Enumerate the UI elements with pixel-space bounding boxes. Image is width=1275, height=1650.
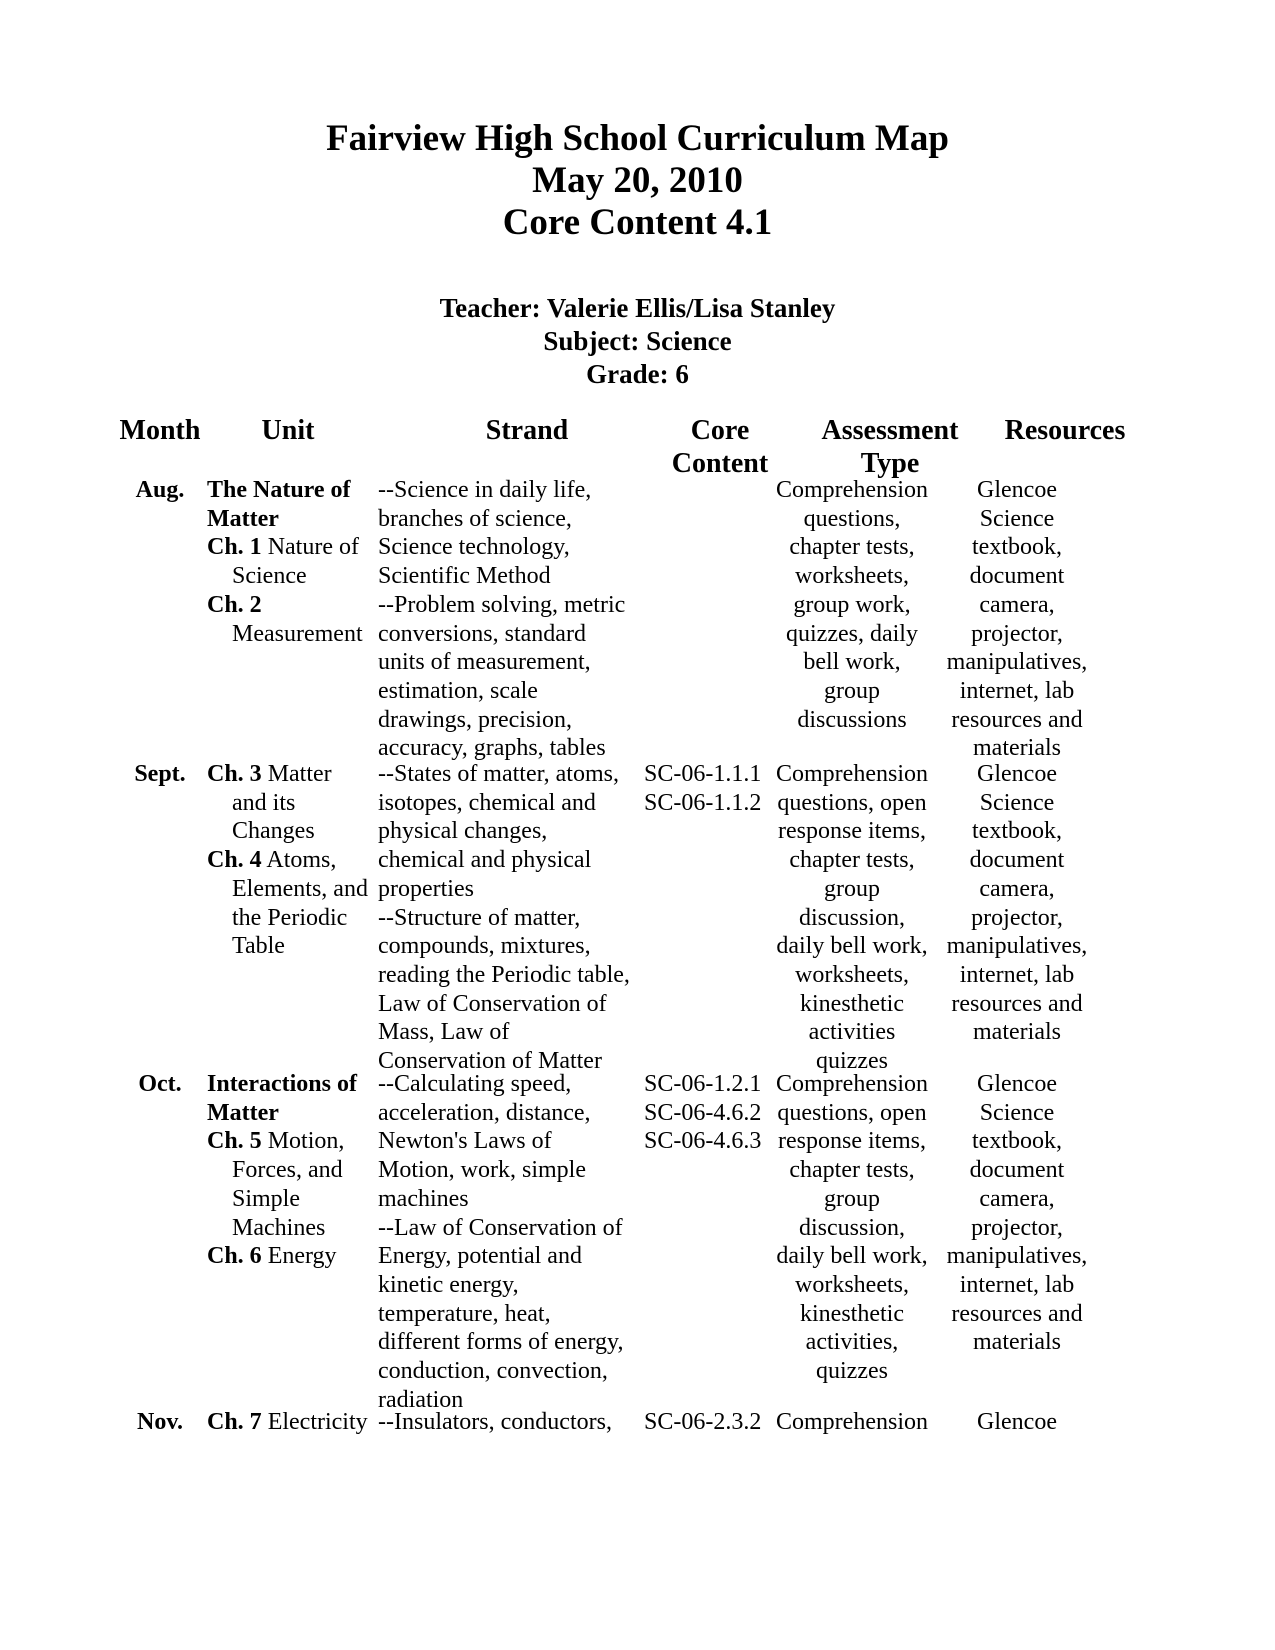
strand-line: Mass, Law of	[378, 1019, 510, 1046]
resources-line: camera,	[979, 875, 1055, 902]
unit-bold-text: Ch. 2	[207, 591, 262, 618]
header-assessment-type	[790, 414, 990, 480]
unit-text: Machines	[232, 1214, 326, 1241]
assessment-line: group	[824, 677, 880, 704]
assessment-line: worksheets,	[795, 961, 909, 988]
unit-text: Electricity	[261, 1409, 368, 1435]
assessment-line: daily bell work,	[776, 1243, 928, 1270]
unit-line	[207, 1185, 357, 1214]
unit-line	[207, 591, 363, 620]
unit-cell	[207, 1070, 357, 1271]
unit-line	[207, 620, 363, 649]
strand-line: reading the Periodic table,	[378, 961, 630, 988]
resources-line: manipulatives,	[946, 1243, 1088, 1270]
header-unit: Unit	[261, 415, 315, 446]
unit-text: Motion,	[261, 1128, 345, 1155]
resources-line: projector,	[971, 620, 1063, 647]
header-month: Month	[119, 415, 201, 446]
strand-line: --Structure of matter,	[378, 904, 581, 931]
assessment-line: chapter tests,	[789, 534, 915, 561]
unit-line	[207, 789, 368, 818]
unit-line	[207, 846, 368, 875]
strand-line: chemical and physical	[378, 847, 592, 874]
resources-line: Glencoe	[977, 1409, 1057, 1435]
unit-line	[207, 760, 368, 789]
strand-line: radiation	[378, 1386, 464, 1413]
resources-line: document	[969, 563, 1065, 590]
strand-line: conduction, convection,	[378, 1358, 608, 1385]
unit-bold-text: Ch. 3	[207, 761, 262, 787]
grade-line: Grade: 6	[586, 359, 689, 389]
unit-cell	[207, 760, 368, 961]
strand-cell	[378, 476, 625, 763]
assessment-line: Comprehension	[776, 477, 928, 503]
unit-text: Forces, and	[232, 1157, 343, 1184]
resources-line: textbook,	[972, 534, 1062, 561]
resources-line: internet, lab	[959, 1271, 1075, 1298]
resources-cell	[942, 1408, 1092, 1437]
assessment-cell	[772, 1408, 932, 1437]
core-content-code: SC-06-1.2.1	[644, 1071, 762, 1097]
assessment-line: bell work,	[803, 649, 901, 676]
core-content-cell	[644, 1070, 761, 1156]
strand-line: kinetic energy,	[378, 1271, 519, 1298]
resources-line: Science	[979, 1099, 1055, 1126]
resources-line: materials	[973, 1019, 1061, 1046]
unit-line	[207, 875, 368, 904]
unit-text: Measurement	[232, 620, 363, 647]
resources-line: Glencoe	[977, 1071, 1057, 1097]
unit-line	[207, 505, 363, 534]
unit-line	[207, 1408, 368, 1437]
resources-line: camera,	[979, 1185, 1055, 1212]
teacher-line: Teacher: Valerie Ellis/Lisa Stanley	[439, 293, 836, 323]
unit-line	[207, 1156, 357, 1185]
subject-line: Subject: Science	[543, 326, 732, 356]
assessment-line: worksheets,	[795, 563, 909, 590]
unit-text: and its	[232, 789, 296, 816]
strand-line: --Science in daily life,	[378, 477, 592, 503]
unit-bold-text: Ch. 6	[207, 1243, 262, 1270]
unit-bold-text: The Nature of	[207, 477, 351, 503]
core-content-code: SC-06-1.1.2	[644, 789, 762, 816]
strand-line: Science technology,	[378, 534, 570, 561]
month-cell: Aug.	[135, 477, 185, 503]
strand-line: compounds, mixtures,	[378, 933, 591, 960]
resources-line: internet, lab	[959, 677, 1075, 704]
header-resources: Resources	[1004, 415, 1126, 446]
assessment-line: worksheets,	[795, 1271, 909, 1298]
resources-cell	[942, 1070, 1092, 1357]
strand-line: units of measurement,	[378, 649, 591, 676]
strand-line: different forms of energy,	[378, 1329, 624, 1356]
assessment-line: group	[824, 875, 880, 902]
resources-line: Glencoe	[977, 477, 1057, 503]
strand-line: Energy, potential and	[378, 1243, 582, 1270]
title-line-2: May 20, 2010	[532, 160, 743, 201]
unit-bold-text: Ch. 5	[207, 1128, 262, 1155]
resources-line: Science	[979, 505, 1055, 532]
strand-line: --Problem solving, metric	[378, 591, 626, 618]
strand-line: estimation, scale	[378, 677, 538, 704]
header-core-content	[650, 414, 790, 480]
strand-line: temperature, heat,	[378, 1300, 551, 1327]
unit-bold-text: Matter	[207, 505, 279, 532]
title-line-3: Core Content 4.1	[502, 202, 773, 243]
assessment-line: questions, open	[777, 789, 927, 816]
strand-line: acceleration, distance,	[378, 1099, 591, 1126]
assessment-line: Comprehension	[776, 1071, 928, 1097]
unit-text: Nature of	[261, 534, 359, 561]
unit-bold-text: Matter	[207, 1099, 279, 1126]
resources-line: projector,	[971, 904, 1063, 931]
resources-line: Glencoe	[977, 761, 1057, 787]
assessment-cell	[772, 476, 932, 734]
strand-line: --Law of Conservation of	[378, 1214, 623, 1241]
unit-cell	[207, 476, 363, 648]
unit-text: Energy	[261, 1243, 337, 1270]
assessment-line: chapter tests,	[789, 1157, 915, 1184]
strand-cell	[378, 1408, 612, 1437]
assessment-line: questions, open	[777, 1099, 927, 1126]
resources-line: document	[969, 1157, 1065, 1184]
assessment-line: quizzes	[816, 1358, 888, 1385]
assessment-line: response items,	[778, 818, 926, 845]
assessment-line: discussion,	[798, 904, 905, 931]
month-cell: Oct.	[138, 1071, 182, 1097]
unit-text: Elements, and	[232, 875, 368, 902]
strand-line: physical changes,	[378, 818, 548, 845]
strand-line: isotopes, chemical and	[378, 789, 596, 816]
assessment-line: response items,	[778, 1128, 926, 1155]
unit-line	[207, 562, 363, 591]
assessment-line: discussion,	[798, 1214, 905, 1241]
unit-line	[207, 1127, 357, 1156]
resources-line: camera,	[979, 591, 1055, 618]
strand-line: --States of matter, atoms,	[378, 761, 619, 787]
resources-line: resources and	[951, 1300, 1083, 1327]
unit-line	[207, 476, 363, 505]
unit-line	[207, 904, 368, 933]
unit-line	[207, 1070, 357, 1099]
assessment-line: discussions	[797, 706, 907, 733]
resources-line: textbook,	[972, 1128, 1062, 1155]
month-cell: Nov.	[136, 1409, 183, 1435]
unit-text: Atoms,	[261, 847, 337, 874]
strand-line: --Calculating speed,	[378, 1071, 572, 1097]
strand-line: Scientific Method	[378, 563, 551, 590]
unit-line	[207, 932, 368, 961]
assessment-line: quizzes, daily	[786, 620, 918, 647]
strand-cell	[378, 1070, 623, 1414]
unit-cell	[207, 1408, 368, 1437]
unit-bold-text: Ch. 1	[207, 534, 262, 561]
resources-line: Science	[979, 789, 1055, 816]
header-core-line1: Core	[690, 415, 750, 446]
core-content-cell	[644, 1408, 761, 1437]
unit-line	[207, 1099, 357, 1128]
strand-line: Newton's Laws of	[378, 1128, 552, 1155]
header-core-line2: Content	[671, 448, 769, 479]
strand-line: --Insulators, conductors,	[378, 1409, 612, 1435]
core-content-code: SC-06-2.3.2	[644, 1409, 762, 1435]
resources-line: internet, lab	[959, 961, 1075, 988]
unit-line	[207, 1214, 357, 1243]
assessment-line: activities,	[805, 1329, 899, 1356]
header-assessment-line1: Assessment	[821, 415, 959, 446]
strand-line: machines	[378, 1185, 469, 1212]
strand-line: Motion, work, simple	[378, 1157, 586, 1184]
month-cell: Sept.	[134, 761, 186, 787]
assessment-cell	[772, 1070, 932, 1386]
header-strand: Strand	[485, 415, 569, 446]
resources-line: textbook,	[972, 818, 1062, 845]
document-title	[0, 118, 1275, 244]
assessment-line: group	[824, 1185, 880, 1212]
unit-line	[207, 1242, 357, 1271]
unit-line	[207, 533, 363, 562]
strand-line: conversions, standard	[378, 620, 586, 647]
assessment-line: Comprehension	[776, 761, 928, 787]
assessment-line: questions,	[803, 505, 901, 532]
unit-bold-text: Ch. 4	[207, 847, 262, 874]
unit-bold-text: Interactions of	[207, 1071, 357, 1097]
unit-text: Changes	[232, 818, 315, 845]
assessment-line: kinesthetic	[800, 990, 904, 1017]
title-line-1: Fairview High School Curriculum Map	[326, 118, 949, 159]
resources-line: resources and	[951, 990, 1083, 1017]
core-content-cell	[644, 760, 761, 817]
unit-text: the Periodic	[232, 904, 348, 931]
unit-text: Matter	[261, 761, 332, 787]
unit-text: Science	[232, 563, 307, 590]
resources-line: resources and	[951, 706, 1083, 733]
strand-line: drawings, precision,	[378, 706, 572, 733]
document-info	[0, 292, 1275, 391]
strand-line: Law of Conservation of	[378, 990, 607, 1017]
assessment-line: kinesthetic	[800, 1300, 904, 1327]
strand-line: properties	[378, 875, 474, 902]
core-content-code: SC-06-1.1.1	[644, 761, 762, 787]
core-content-code: SC-06-4.6.2	[644, 1099, 762, 1126]
resources-line: projector,	[971, 1214, 1063, 1241]
assessment-line: group work,	[793, 591, 911, 618]
resources-line: materials	[973, 1329, 1061, 1356]
core-content-code: SC-06-4.6.3	[644, 1128, 762, 1155]
strand-line: branches of science,	[378, 505, 572, 532]
strand-line: accuracy, graphs, tables	[378, 735, 606, 762]
resources-line: manipulatives,	[946, 933, 1088, 960]
header-assessment-line2: Type	[860, 448, 920, 479]
resources-line: materials	[973, 735, 1061, 762]
resources-line: document	[969, 847, 1065, 874]
assessment-cell	[772, 760, 932, 1076]
resources-cell	[942, 476, 1092, 763]
resources-cell	[942, 760, 1092, 1047]
assessment-line: daily bell work,	[776, 933, 928, 960]
unit-text: Table	[232, 933, 285, 960]
unit-bold-text: Ch. 7	[207, 1409, 262, 1435]
unit-text: Simple	[232, 1185, 301, 1212]
strand-line: Conservation of Matter	[378, 1048, 602, 1075]
unit-line	[207, 817, 368, 846]
strand-cell	[378, 760, 630, 1076]
assessment-line: quizzes	[816, 1048, 888, 1075]
assessment-line: activities	[808, 1019, 896, 1046]
assessment-line: Comprehension	[776, 1409, 928, 1435]
assessment-line: chapter tests,	[789, 847, 915, 874]
resources-line: manipulatives,	[946, 649, 1088, 676]
